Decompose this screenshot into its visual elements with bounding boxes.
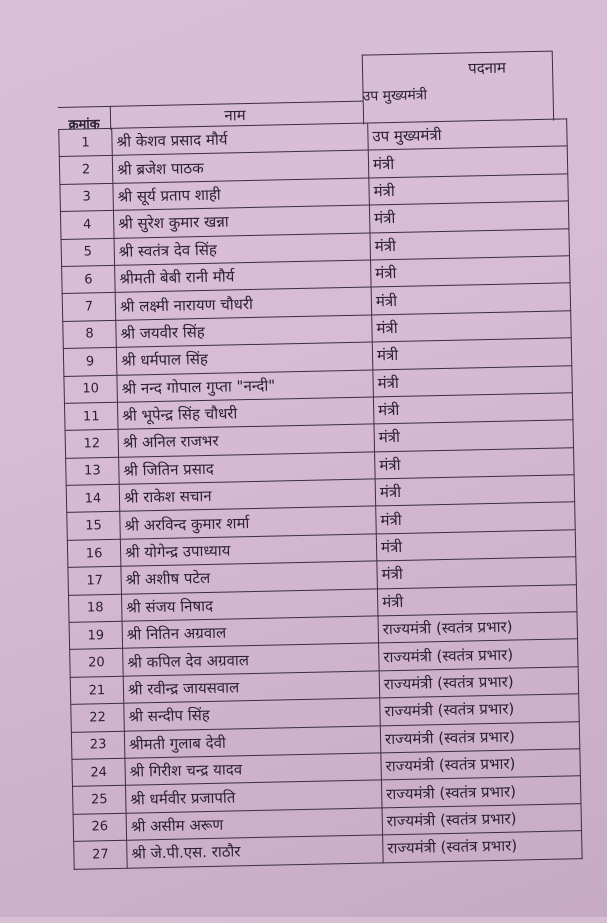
minister-name: श्री रवीन्द्र जायसवाल — [123, 671, 380, 704]
serial-number: 18 — [68, 594, 122, 622]
minister-designation: मंत्री — [376, 502, 576, 534]
minister-designation: मंत्री — [370, 228, 570, 260]
minister-designation: मंत्री — [374, 420, 574, 452]
minister-name: श्री असीम अरूण — [126, 808, 383, 841]
serial-number: 2 — [59, 156, 113, 184]
minister-designation: मंत्री — [376, 530, 576, 562]
serial-number: 24 — [72, 758, 126, 786]
serial-number: 27 — [74, 840, 128, 868]
serial-number: 22 — [71, 703, 125, 731]
minister-designation: मंत्री — [375, 447, 575, 479]
minister-name: श्री ब्रजेश पाठक — [112, 150, 369, 183]
header-first-designation: उप मुख्यमंत्री — [362, 87, 428, 105]
minister-name: श्री अरविन्द कुमार शर्मा — [120, 506, 377, 539]
minister-designation: राज्यमंत्री (स्वतंत्र प्रभार) — [381, 749, 581, 781]
minister-designation: मंत्री — [371, 256, 571, 288]
minister-name: श्री नितिन अग्रवाल — [122, 616, 379, 649]
serial-number: 8 — [63, 320, 117, 348]
minister-name: श्री स्वतंत्र देव सिंह — [114, 233, 371, 266]
minister-name: श्री जे.पी.एस. राठौर — [127, 835, 384, 868]
serial-number: 9 — [63, 347, 117, 375]
serial-number: 1 — [59, 128, 113, 156]
minister-name: श्री भूपेन्द्र सिंह चौधरी — [117, 397, 374, 430]
minister-designation: मंत्री — [371, 283, 571, 315]
minister-designation: मंत्री — [372, 338, 572, 370]
minister-name: श्री जयवीर सिंह — [116, 315, 373, 348]
minister-designation: मंत्री — [372, 311, 572, 343]
name-header: नाम — [224, 106, 246, 125]
minister-name: श्री कपिल देव अग्रवाल — [123, 643, 380, 676]
minister-designation: राज्यमंत्री (स्वतंत्र प्रभार) — [381, 776, 581, 808]
minister-designation: राज्यमंत्री (स्वतंत्र प्रभार) — [380, 694, 580, 726]
serial-number: 19 — [69, 621, 123, 649]
minister-name: श्री योगेन्द्र उपाध्याय — [120, 534, 377, 567]
minister-designation: मंत्री — [375, 475, 575, 507]
serial-number: 10 — [64, 375, 118, 403]
minister-name: श्रीमती गुलाब देवी — [124, 725, 381, 758]
minister-name: श्री राकेश सचान — [119, 479, 376, 512]
minister-name: श्री लक्ष्मी नारायण चौधरी — [115, 287, 372, 320]
minister-name: श्री सन्दीप सिंह — [124, 698, 381, 731]
minister-name: श्री नन्द गोपाल गुप्ता "नन्दी" — [117, 369, 374, 402]
minister-designation: राज्यमंत्री (स्वतंत्र प्रभार) — [378, 612, 578, 644]
minister-name: श्री धर्मवीर प्रजापति — [125, 780, 382, 813]
serial-number: 21 — [70, 676, 124, 704]
minister-table — [58, 118, 582, 869]
serial-number: 12 — [65, 430, 119, 458]
minister-name: श्री जितिन प्रसाद — [119, 452, 376, 485]
serial-number: 3 — [60, 183, 114, 211]
minister-designation: राज्यमंत्री (स्वतंत्र प्रभार) — [383, 831, 583, 863]
serial-number: 5 — [61, 238, 115, 266]
minister-designation: मंत्री — [373, 393, 573, 425]
serial-number: 15 — [67, 512, 121, 540]
minister-name: श्री धर्मपाल सिंह — [116, 342, 373, 375]
serial-number: 13 — [66, 457, 120, 485]
minister-designation: मंत्री — [369, 174, 569, 206]
minister-name: श्री केशव प्रसाद मौर्य — [112, 123, 369, 156]
designation-header: पदनाम — [468, 58, 507, 78]
minister-name: श्रीमती बेबी रानी मौर्य — [115, 260, 372, 293]
minister-name: श्री अनिल राजभर — [118, 424, 375, 457]
header-divider-3 — [552, 51, 554, 121]
minister-name: श्री अशीष पटेल — [121, 561, 378, 594]
header-rule-top — [362, 51, 552, 56]
minister-designation: उप मुख्यमंत्री — [368, 119, 568, 151]
minister-designation: राज्यमंत्री (स्वतंत्र प्रभार) — [379, 639, 579, 671]
minister-designation: राज्यमंत्री (स्वतंत्र प्रभार) — [379, 667, 579, 699]
serial-number: 16 — [67, 539, 121, 567]
minister-designation: मंत्री — [377, 584, 577, 616]
serial-number: 6 — [62, 265, 116, 293]
serial-number: 17 — [68, 567, 122, 595]
serial-number: 26 — [73, 813, 127, 841]
minister-designation: मंत्री — [373, 365, 573, 397]
minister-designation: मंत्री — [377, 557, 577, 589]
minister-name: श्री गिरीश चन्द्र यादव — [125, 753, 382, 786]
table-header — [57, 51, 558, 131]
serial-number: 4 — [60, 211, 114, 239]
minister-designation: मंत्री — [368, 146, 568, 178]
serial-number: 25 — [73, 786, 127, 814]
minister-designation: मंत्री — [369, 201, 569, 233]
minister-name: श्री सुरेश कुमार खन्ना — [113, 205, 370, 238]
minister-designation: राज्यमंत्री (स्वतंत्र प्रभार) — [382, 803, 582, 835]
serial-number: 11 — [64, 402, 118, 430]
minister-designation: राज्यमंत्री (स्वतंत्र प्रभार) — [380, 721, 580, 753]
minister-name: श्री संजय निषाद — [121, 589, 378, 622]
minister-name: श्री सूर्य प्रताप शाही — [113, 178, 370, 211]
serial-number: 7 — [62, 293, 116, 321]
serial-number: 14 — [66, 484, 120, 512]
serial-number: 20 — [70, 649, 124, 677]
serial-number: 23 — [71, 731, 125, 759]
serial-header: क्रमांक — [68, 117, 100, 133]
